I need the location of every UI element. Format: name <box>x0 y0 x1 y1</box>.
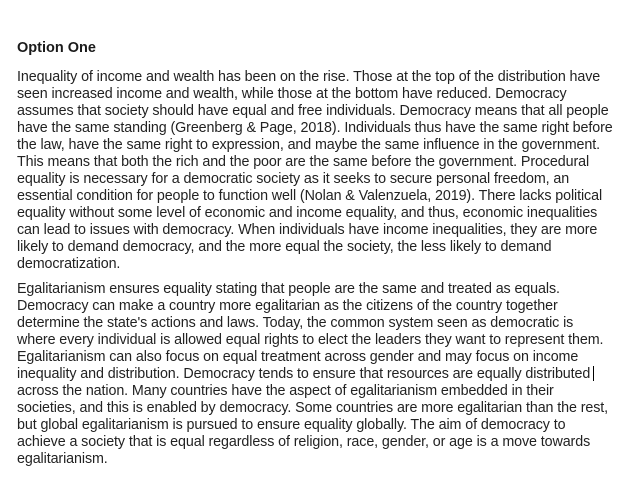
text-line-content: equality without some level of economic and income equality, and thus, economic inequalities <box>17 205 598 221</box>
text-line-content: achieve a society that is equal regardless of religion, race, gender, or age is a move towards <box>17 434 591 450</box>
text-line-content: inequality and distribution. Democracy tends to ensure that resources are equally distributed <box>17 366 591 382</box>
text-line <box>17 137 613 154</box>
text-line <box>17 205 613 222</box>
text-line <box>17 256 613 273</box>
text-line <box>17 315 608 332</box>
text-line-content: Egalitarianism can also focus on equal treatment across gender and may focus on income <box>17 349 579 365</box>
text-line <box>17 120 613 137</box>
text-line-content: egalitarianism. <box>17 451 108 467</box>
text-line <box>17 281 608 298</box>
text-line-content: societies, and this is enabled by democracy. Some countries are more egalitarian than the rest, <box>17 400 609 416</box>
text-line <box>17 383 608 400</box>
text-line <box>17 349 608 366</box>
text-line <box>17 69 613 86</box>
text-line-content: across the nation. Many countries have the aspect of egalitarianism embedded in their <box>17 383 554 399</box>
paragraph-1[interactable] <box>17 69 613 273</box>
text-line <box>17 103 613 120</box>
text-line <box>17 171 613 188</box>
text-line-content: This means that both the rich and the poor are the same before the government. Procedural <box>17 154 590 170</box>
text-line <box>17 366 608 383</box>
text-line-content: equality is necessary for a democratic society as it seeks to secure personal freedom, an <box>17 171 570 187</box>
text-line <box>17 332 608 349</box>
text-line <box>17 417 608 434</box>
text-line-content: seen increased income and wealth, while those at the bottom have reduced. Democracy <box>17 86 567 102</box>
text-line <box>17 239 613 256</box>
text-line-content: assumes that society should have equal and free individuals. Democracy means that all people <box>17 103 609 119</box>
text-line-content: determine the state's actions and laws. Today, the common system seen as democratic is <box>17 315 574 331</box>
text-line-content: Egalitarianism ensures equality stating that people are the same and treated as equals. <box>17 281 560 297</box>
text-line-content: democratization. <box>17 256 121 272</box>
text-line-content: essential condition for people to function well (Nolan & Valenzuela, 2019). There lacks political <box>17 188 603 204</box>
text-line <box>17 188 613 205</box>
paragraph-2[interactable] <box>17 281 608 468</box>
text-line-content: can lead to issues with democracy. When individuals have income inequalities, they are more <box>17 222 598 238</box>
text-line <box>17 154 613 171</box>
text-line-content: where every individual is allowed equal rights to elect the leaders they want to represent them. <box>17 332 604 348</box>
text-line <box>17 222 613 239</box>
text-line-content: Inequality of income and wealth has been on the rise. Those at the top of the distribution have <box>17 69 601 85</box>
text-line-content: have the same standing (Greenberg & Page, 2018). Individuals thus have the same right before <box>17 120 613 136</box>
text-cursor <box>593 366 594 381</box>
text-line <box>17 298 608 315</box>
text-line-content: likely to demand democracy, and the more equal the society, the less likely to demand <box>17 239 552 255</box>
document-heading: Option One <box>17 40 96 56</box>
text-line <box>17 434 608 451</box>
text-line <box>17 451 608 468</box>
text-line <box>17 400 608 417</box>
text-line-content: Democracy can make a country more egalitarian as the citizens of the country together <box>17 298 558 314</box>
text-line-content: but global egalitarianism is pursued to ensure equality globally. The aim of democracy to <box>17 417 566 433</box>
text-line-content: the law, have the same right to expression, and maybe the same influence in the government. <box>17 137 600 153</box>
text-line <box>17 86 613 103</box>
